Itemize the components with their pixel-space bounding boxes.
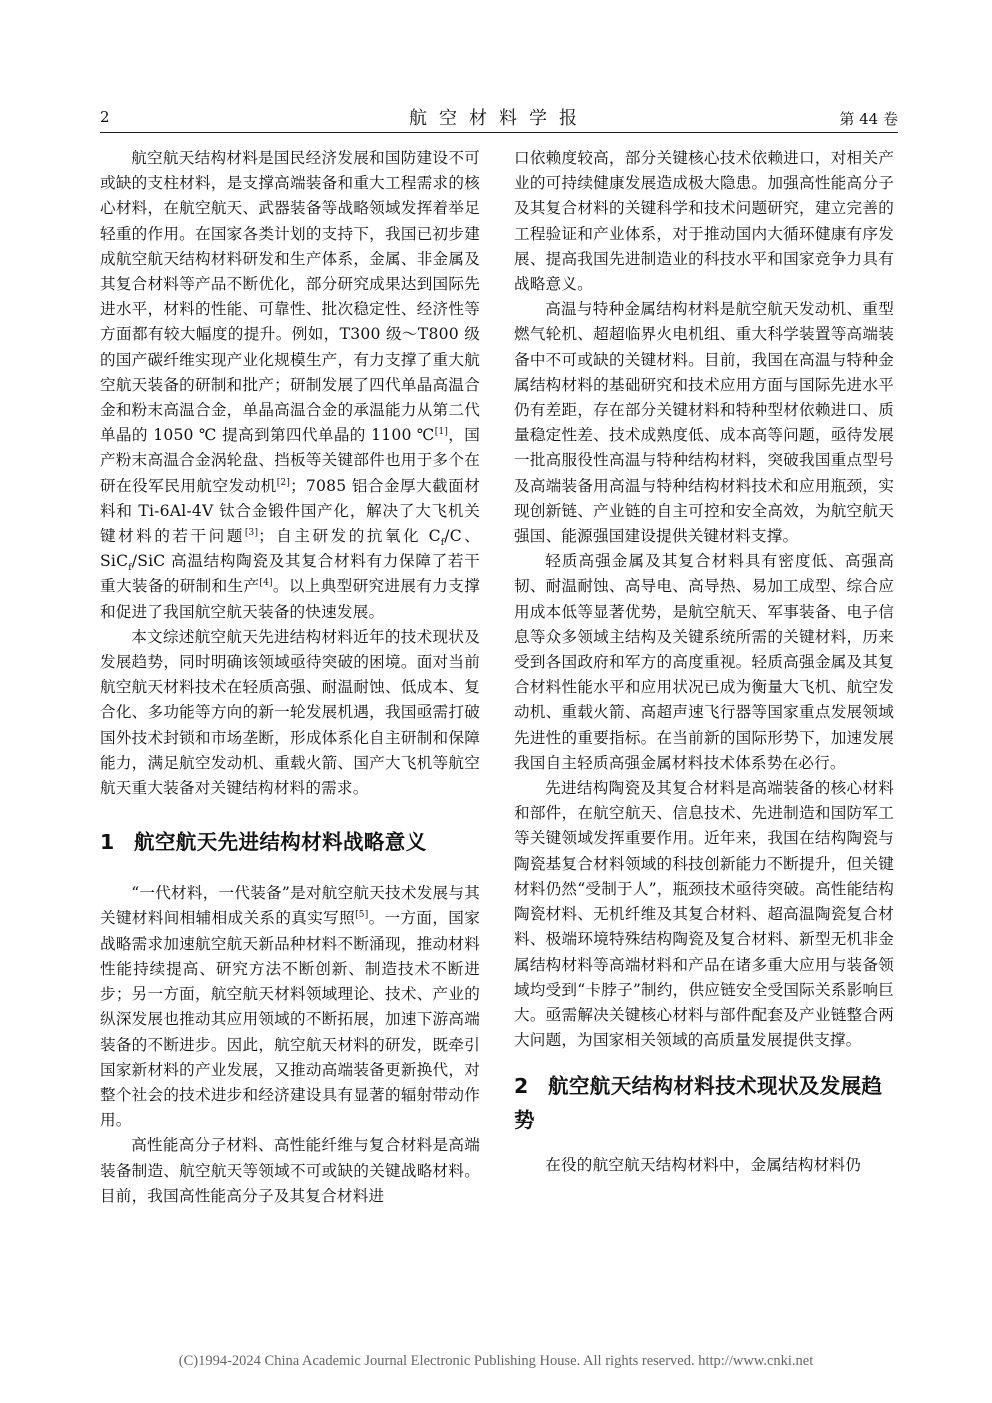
text-run: 。以上典型研究进展有力支撑和促进了我国航空航天装备的快速发展。: [100, 577, 480, 621]
subscript: f: [440, 538, 445, 549]
subscript: f: [128, 563, 132, 574]
paragraph: [100, 146, 480, 625]
running-header: [100, 102, 898, 133]
paragraph: 先进结构陶瓷及其复合材料是高端装备的核心材料和部件，在航空航天、信息技术、先进制造和国防军工等关键领域发挥重要作用。近年来，我国在结构陶瓷与陶瓷基复合材料领域的科技创新能力不断提升，但关键材料仍然“受制于人”，瓶颈技术亟待突破。高性能结构陶瓷材料、无机纤维及其复合材料、超高温陶瓷复合材料、极端环境特殊结构陶瓷及复合材料、新型无机非金属结构材料等高端材料和产品在诸多重大应用与装备领域均受到“卡脖子”制约，供应链安全受国际关系影响巨大。亟需解决关键核心材料与部件配套及产业链整合两大问题，为国家相关领域的高质量发展提供支撑。: [514, 779, 894, 1050]
paragraph: 轻质高强金属及其复合材料具有密度低、高强高韧、耐温耐蚀、高导电、高导热、易加工成型、综合应用成本低等显著优势，是航空航天、军事装备、电子信息等众多领域主结构及关键系统所需的关键材料，历来受到各国政府和军方的高度重视。轻质高强金属及其复合材料性能水平和应用状况已成为衡量大飞机、航空发动机、重载火箭、高超声速飞行器等国家重点发展领域先进性的重要指标。在当前新的国际形势下，加速发展我国自主轻质高强金属材料技术体系势在必行。: [514, 552, 894, 772]
volume-label: 第 44 卷: [839, 110, 898, 128]
paragraph: 在役的航空航天结构材料中，金属结构材料仍: [545, 1156, 862, 1175]
text-run: ；7085 铝合金厚大截面材料和 Ti-6Al-4V 钛合金锻件国产化，解决了大飞机关键材料的若干问题: [100, 476, 480, 546]
left-column: [100, 146, 480, 1209]
citation-3[interactable]: [3]: [244, 527, 259, 538]
text-run: “一代材料，一代装备”是对航空航天技术发展与其关键材料间相辅相成关系的真实写照: [100, 884, 480, 928]
section-title: 航空航天先进结构材料战略意义: [134, 830, 427, 855]
text-run: 。一方面，国家战略需求加速航空航天新品种材料不断涌现，推动材料性能持续提高、研究方法不断创新、制造技术不断进步；另一方面，航空航天材料领域理论、技术、产业的纵深发展也推动其应用领域的不断拓展，加速下游高端装备的不断进步。因此，航空航天材料的研发，既牵引国家新材料的产业发展，又推动高端装备更新换代，对整个社会的技术进步和经济建设具有显著的辐射带动作用。: [100, 909, 481, 1130]
journal-title: 航空材料学报: [409, 108, 589, 129]
citation-4[interactable]: [4]: [259, 578, 273, 589]
paragraph: 高温与特种金属结构材料是航空航天发动机、重型燃气轮机、超超临界火电机组、重大科学装置等高端装备中不可或缺的关键材料。目前，我国在高温与特种金属结构材料的基础研究和技术应用方面与国际先进水平仍有差距，存在部分关键材料和特种型材依赖进口、质量稳定性差、技术成熟度低、成本高等问题，亟待发展一批高服役性高温与特种结构材料，突破我国重点型号及高端装备用高温与特种结构材料技术和应用瓶颈，实现创新链、产业链的自主可控和安全高效，为航空航天强国、能源强国建设提供关键材料支撑。: [514, 300, 894, 546]
copyright-footer: (C)1994-2024 China Academic Journal Electronic Publishing House. All rights reserved. http://www.cnki.net: [178, 1353, 814, 1369]
paragraph: 本文综述航空航天先进结构材料近年的技术现状及发展趋势，同时明确该领域亟待突破的困境。面对当前航空航天材料技术在轻质高强、耐温耐蚀、低成本、复合化、多功能等方向的新一轮发展机遇，我国亟需打破国外技术封锁和市场垄断，形成体系化自主研制和保障能力，满足航空发动机、重载火箭、国产大飞机等航空航天重大装备对关键结构材料的需求。: [100, 627, 480, 798]
text-run: ；自主研发的抗氧化 C: [258, 527, 441, 546]
paragraph: 高性能高分子材料、高性能纤维与复合材料是高端装备制造、航空航天等领域不可或缺的关键战略材料。目前，我国高性能高分子及其复合材料进: [100, 1136, 480, 1205]
citation-1[interactable]: [1]: [434, 427, 449, 438]
section-number: 2: [514, 1074, 529, 1099]
section-number: 1: [100, 830, 115, 855]
page-number: 2: [100, 108, 110, 126]
citation-2[interactable]: [2]: [276, 477, 291, 488]
text-run: /C、SiC: [100, 527, 480, 571]
section-title: 航空航天结构材料技术现状及发展趋势: [514, 1074, 883, 1133]
paragraph-continued: 口依赖度较高，部分关键核心技术依赖进口，对相关产业的可持续健康发展造成极大隐患。加强高性能高分子及其复合材料的关键科学和技术问题研究，建立完善的工程验证和产业体系，对于推动国内大循环健康有序发展、提高我国先进制造业的科技水平和国家竞争力具有战略意义。: [514, 149, 894, 294]
section-heading-1: [100, 825, 480, 859]
text-run: 航空航天结构材料是国民经济发展和国防建设不可或缺的支柱材料，是支撑高端装备和重大工程需求的核心材料，在航空航天、武器装备等战略领域发挥着举足轻重的作用。在国家各类计划的支持下，我国已初步建成航空航天结构材料研发和生产体系，金属、非金属及其复合材料等产品不断优化，部分研究成果达到国际先进水平，材料的性能、可靠性、批次稳定性、经济性等方面都有较大幅度的提升。例如，T300 级～T800 级的国产碳纤维实现产业化规模生产，有力支撑了重大航空航天装备的研制和批产；研制发展了四代单晶高温合金和粉末高温合金，单晶高温合金的承温能力从第二代单晶的 1050 ℃ 提高到第四代单晶的 1100 ℃: [100, 149, 480, 445]
text-run: /SiC 高温结构陶瓷及其复合材料有力保障了若干重大装备的研制和生产: [100, 552, 480, 596]
text-run: ，国产粉末高温合金涡轮盘、挡板等关键部件也用于多个在研在役军民用航空发动机: [100, 426, 480, 495]
citation-5[interactable]: [5]: [355, 910, 369, 921]
right-column: [514, 146, 894, 1179]
paragraph: [100, 881, 480, 1133]
section-heading-2: [514, 1069, 894, 1137]
